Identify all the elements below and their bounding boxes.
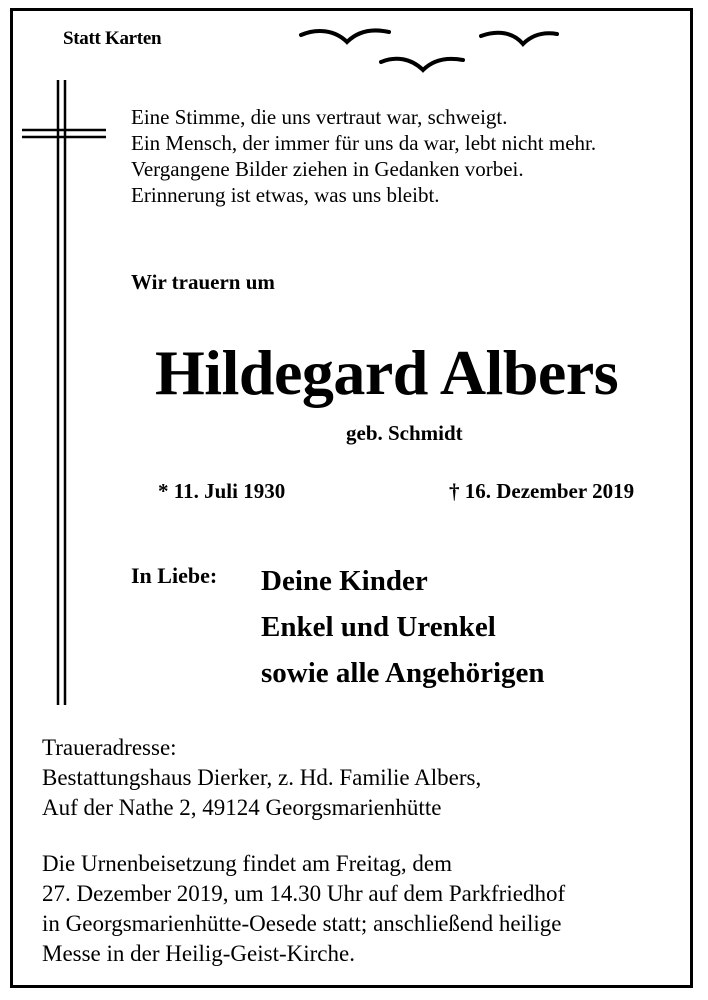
funeral-info	[42, 849, 565, 969]
maiden-name: geb. Schmidt	[346, 421, 463, 445]
header-statt-karten: Statt Karten	[63, 28, 162, 49]
funeral-line: Die Urnenbeisetzung findet am Freitag, dem	[42, 851, 453, 876]
mourning-address	[42, 733, 481, 823]
death-date: † 16. Dezember 2019	[449, 479, 635, 503]
address-line: Bestattungshaus Dierker, z. Hd. Familie Albers,	[42, 765, 482, 790]
address-line: Traueradresse:	[42, 735, 177, 760]
address-line: Auf der Nathe 2, 49124 Georgsmarienhütte	[42, 795, 442, 820]
funeral-line: 27. Dezember 2019, um 14.30 Uhr auf dem Parkfriedhof	[42, 881, 566, 906]
funeral-line: Messe in der Heilig-Geist-Kirche.	[42, 941, 355, 966]
birds-icon	[295, 22, 560, 84]
mourners-list	[261, 558, 545, 696]
birth-date: * 11. Juli 1930	[158, 479, 286, 503]
poem-line: Erinnerung ist etwas, was uns bleibt.	[131, 183, 440, 207]
mourner-line: Deine Kinder	[261, 565, 428, 597]
mourner-line: Enkel und Urenkel	[261, 611, 496, 643]
mourning-line: Wir trauern um	[131, 270, 275, 294]
poem-line: Eine Stimme, die uns vertraut war, schweigt.	[131, 105, 508, 129]
cross-icon	[22, 80, 108, 710]
poem	[131, 104, 596, 208]
poem-line: Vergangene Bilder ziehen in Gedanken vorbei.	[131, 157, 524, 181]
poem-line: Ein Mensch, der immer für uns da war, lebt nicht mehr.	[131, 131, 597, 155]
deceased-name: Hildegard Albers	[155, 337, 619, 408]
love-label: In Liebe:	[131, 563, 218, 588]
mourner-line: sowie alle Angehörigen	[261, 657, 545, 689]
funeral-line: in Georgsmarienhütte-Oesede statt; anschließend heilige	[42, 911, 562, 936]
